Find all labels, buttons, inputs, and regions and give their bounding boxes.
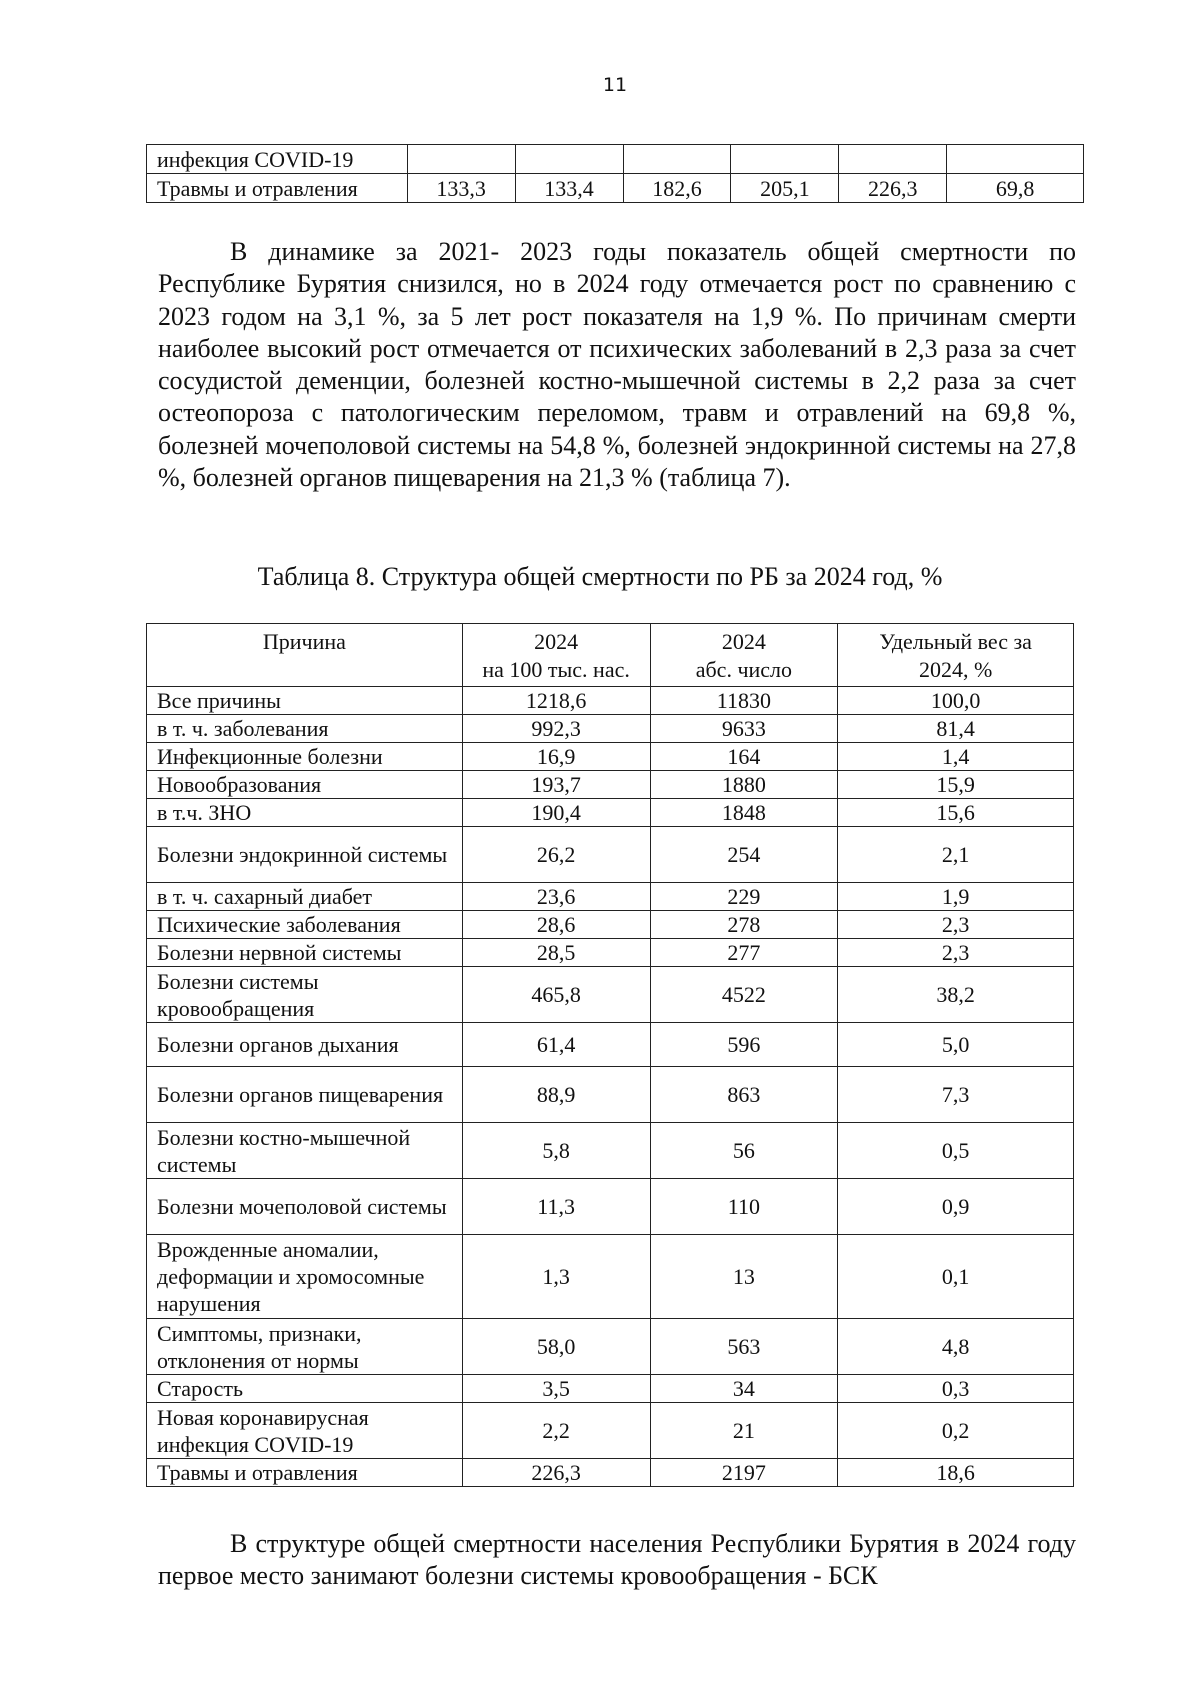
page-number: 11	[602, 74, 628, 96]
per100k-cell: 190,4	[462, 799, 650, 827]
abs-cell: 563	[650, 1319, 838, 1375]
abs-cell: 9633	[650, 715, 838, 743]
abs-cell: 863	[650, 1067, 838, 1123]
abs-cell: 11830	[650, 687, 838, 715]
header-abs: 2024 абс. число	[650, 624, 838, 687]
abs-cell: 277	[650, 939, 838, 967]
header-per100k: 2024 на 100 тыс. нас.	[462, 624, 650, 687]
share-cell: 2,1	[838, 827, 1074, 883]
abs-cell: 2197	[650, 1459, 838, 1487]
value-cell: 133,4	[515, 174, 623, 203]
share-cell: 1,4	[838, 743, 1074, 771]
cause-cell: Новая коронавирусная инфекция COVID-19	[147, 1403, 463, 1459]
header-cause: Причина	[147, 624, 463, 687]
value-cell	[623, 145, 731, 174]
share-cell: 18,6	[838, 1459, 1074, 1487]
table-row	[147, 967, 1074, 1023]
value-cell: 226,3	[839, 174, 947, 203]
share-cell: 38,2	[838, 967, 1074, 1023]
share-cell: 81,4	[838, 715, 1074, 743]
cause-cell: Старость	[147, 1375, 463, 1403]
abs-cell: 278	[650, 911, 838, 939]
header-share: Удельный вес за 2024, %	[838, 624, 1074, 687]
share-cell: 4,8	[838, 1319, 1074, 1375]
share-cell: 100,0	[838, 687, 1074, 715]
abs-cell: 1880	[650, 771, 838, 799]
share-cell: 0,2	[838, 1403, 1074, 1459]
share-cell: 15,9	[838, 771, 1074, 799]
cause-cell: Новообразования	[147, 771, 463, 799]
share-cell: 0,9	[838, 1179, 1074, 1235]
table-row	[147, 939, 1074, 967]
table-row	[147, 1123, 1074, 1179]
paragraph-text: В структуре общей смертности населения Республики Бурятия в 2024 году первое место занимают болезни системы кровообращения - БСК	[158, 1529, 1076, 1591]
cause-cell: Болезни костно-мышечной системы	[147, 1123, 463, 1179]
per100k-cell: 226,3	[462, 1459, 650, 1487]
per100k-cell: 88,9	[462, 1067, 650, 1123]
per100k-cell: 28,6	[462, 911, 650, 939]
per100k-cell: 26,2	[462, 827, 650, 883]
per100k-cell: 1218,6	[462, 687, 650, 715]
abs-cell: 13	[650, 1235, 838, 1319]
table-row	[147, 771, 1074, 799]
cause-cell: Травмы и отравления	[147, 174, 408, 203]
cause-cell: инфекция COVID-19	[147, 145, 408, 174]
value-cell: 69,8	[947, 174, 1084, 203]
per100k-cell: 61,4	[462, 1023, 650, 1067]
per100k-cell: 1,3	[462, 1235, 650, 1319]
table-row	[147, 1403, 1074, 1459]
cause-cell: Инфекционные болезни	[147, 743, 463, 771]
value-cell	[407, 145, 515, 174]
abs-cell: 110	[650, 1179, 838, 1235]
table-row	[147, 1375, 1074, 1403]
abs-cell: 1848	[650, 799, 838, 827]
value-cell: 182,6	[623, 174, 731, 203]
table-row	[147, 1179, 1074, 1235]
share-cell: 2,3	[838, 911, 1074, 939]
per100k-cell: 3,5	[462, 1375, 650, 1403]
cause-cell: Болезни эндокринной системы	[147, 827, 463, 883]
table-row	[147, 174, 1084, 203]
share-cell: 0,3	[838, 1375, 1074, 1403]
cause-cell: Болезни системы кровообращения	[147, 967, 463, 1023]
cause-cell: Болезни мочеполовой системы	[147, 1179, 463, 1235]
per100k-cell: 58,0	[462, 1319, 650, 1375]
table-row	[147, 715, 1074, 743]
share-cell: 7,3	[838, 1067, 1074, 1123]
per100k-cell: 2,2	[462, 1403, 650, 1459]
abs-cell: 229	[650, 883, 838, 911]
cause-cell: Болезни органов дыхания	[147, 1023, 463, 1067]
per100k-cell: 11,3	[462, 1179, 650, 1235]
cause-cell: Симптомы, признаки, отклонения от нормы	[147, 1319, 463, 1375]
paragraph-mortality-dynamics	[158, 236, 1076, 494]
share-cell: 1,9	[838, 883, 1074, 911]
cause-cell: Врожденные аномалии, деформации и хромосомные нарушения	[147, 1235, 463, 1319]
mortality-structure-table	[146, 623, 1074, 1487]
table-row	[147, 883, 1074, 911]
per100k-cell: 23,6	[462, 883, 650, 911]
cause-cell: Болезни нервной системы	[147, 939, 463, 967]
table-caption: Таблица 8. Структура общей смертности по РБ за 2024 год, %	[257, 562, 943, 591]
value-cell	[947, 145, 1084, 174]
abs-cell: 596	[650, 1023, 838, 1067]
value-cell: 133,3	[407, 174, 515, 203]
share-cell: 2,3	[838, 939, 1074, 967]
value-cell	[839, 145, 947, 174]
per100k-cell: 5,8	[462, 1123, 650, 1179]
top-table	[146, 144, 1084, 203]
value-cell: 205,1	[731, 174, 839, 203]
cause-cell: в т.ч. ЗНО	[147, 799, 463, 827]
table-row	[147, 687, 1074, 715]
abs-cell: 56	[650, 1123, 838, 1179]
share-cell: 0,1	[838, 1235, 1074, 1319]
share-cell: 0,5	[838, 1123, 1074, 1179]
table-row	[147, 911, 1074, 939]
table-row	[147, 145, 1084, 174]
abs-cell: 164	[650, 743, 838, 771]
abs-cell: 4522	[650, 967, 838, 1023]
abs-cell: 254	[650, 827, 838, 883]
table-row	[147, 1459, 1074, 1487]
cause-cell: Психические заболевания	[147, 911, 463, 939]
table-header-row	[147, 624, 1074, 687]
abs-cell: 34	[650, 1375, 838, 1403]
per100k-cell: 193,7	[462, 771, 650, 799]
value-cell	[515, 145, 623, 174]
per100k-cell: 28,5	[462, 939, 650, 967]
table-row	[147, 1023, 1074, 1067]
per100k-cell: 992,3	[462, 715, 650, 743]
cause-cell: Все причины	[147, 687, 463, 715]
share-cell: 15,6	[838, 799, 1074, 827]
per100k-cell: 465,8	[462, 967, 650, 1023]
table-row	[147, 1319, 1074, 1375]
table-row	[147, 799, 1074, 827]
table-row	[147, 827, 1074, 883]
cause-cell: Травмы и отравления	[147, 1459, 463, 1487]
table-row	[147, 1235, 1074, 1319]
abs-cell: 21	[650, 1403, 838, 1459]
share-cell: 5,0	[838, 1023, 1074, 1067]
cause-cell: в т. ч. сахарный диабет	[147, 883, 463, 911]
table-row	[147, 1067, 1074, 1123]
value-cell	[731, 145, 839, 174]
paragraph-structure	[158, 1528, 1076, 1593]
cause-cell: Болезни органов пищеварения	[147, 1067, 463, 1123]
paragraph-text: В динамике за 2021- 2023 годы показатель общей смертности по Республике Бурятия снизился, но в 2024 году отмечается рост по сравнению с 2023 годом на 3,1 %, за 5 лет рост показателя на 1,9 %. По причинам смерти наиболее высокий рост отмечается от психических заболеваний в 2,3 раза за счет сосудистой деменции, болезней костно-мышечной системы в 2,2 раза за счет остеопороза с патологическим переломом, травм и отравлений на 69,8 %, болезней мочеполовой системы на 54,8 %, болезней эндокринной системы на 27,8 %, болезней органов пищеварения на 21,3 % (таблица 7).	[158, 237, 1076, 493]
cause-cell: в т. ч. заболевания	[147, 715, 463, 743]
table-row	[147, 743, 1074, 771]
per100k-cell: 16,9	[462, 743, 650, 771]
